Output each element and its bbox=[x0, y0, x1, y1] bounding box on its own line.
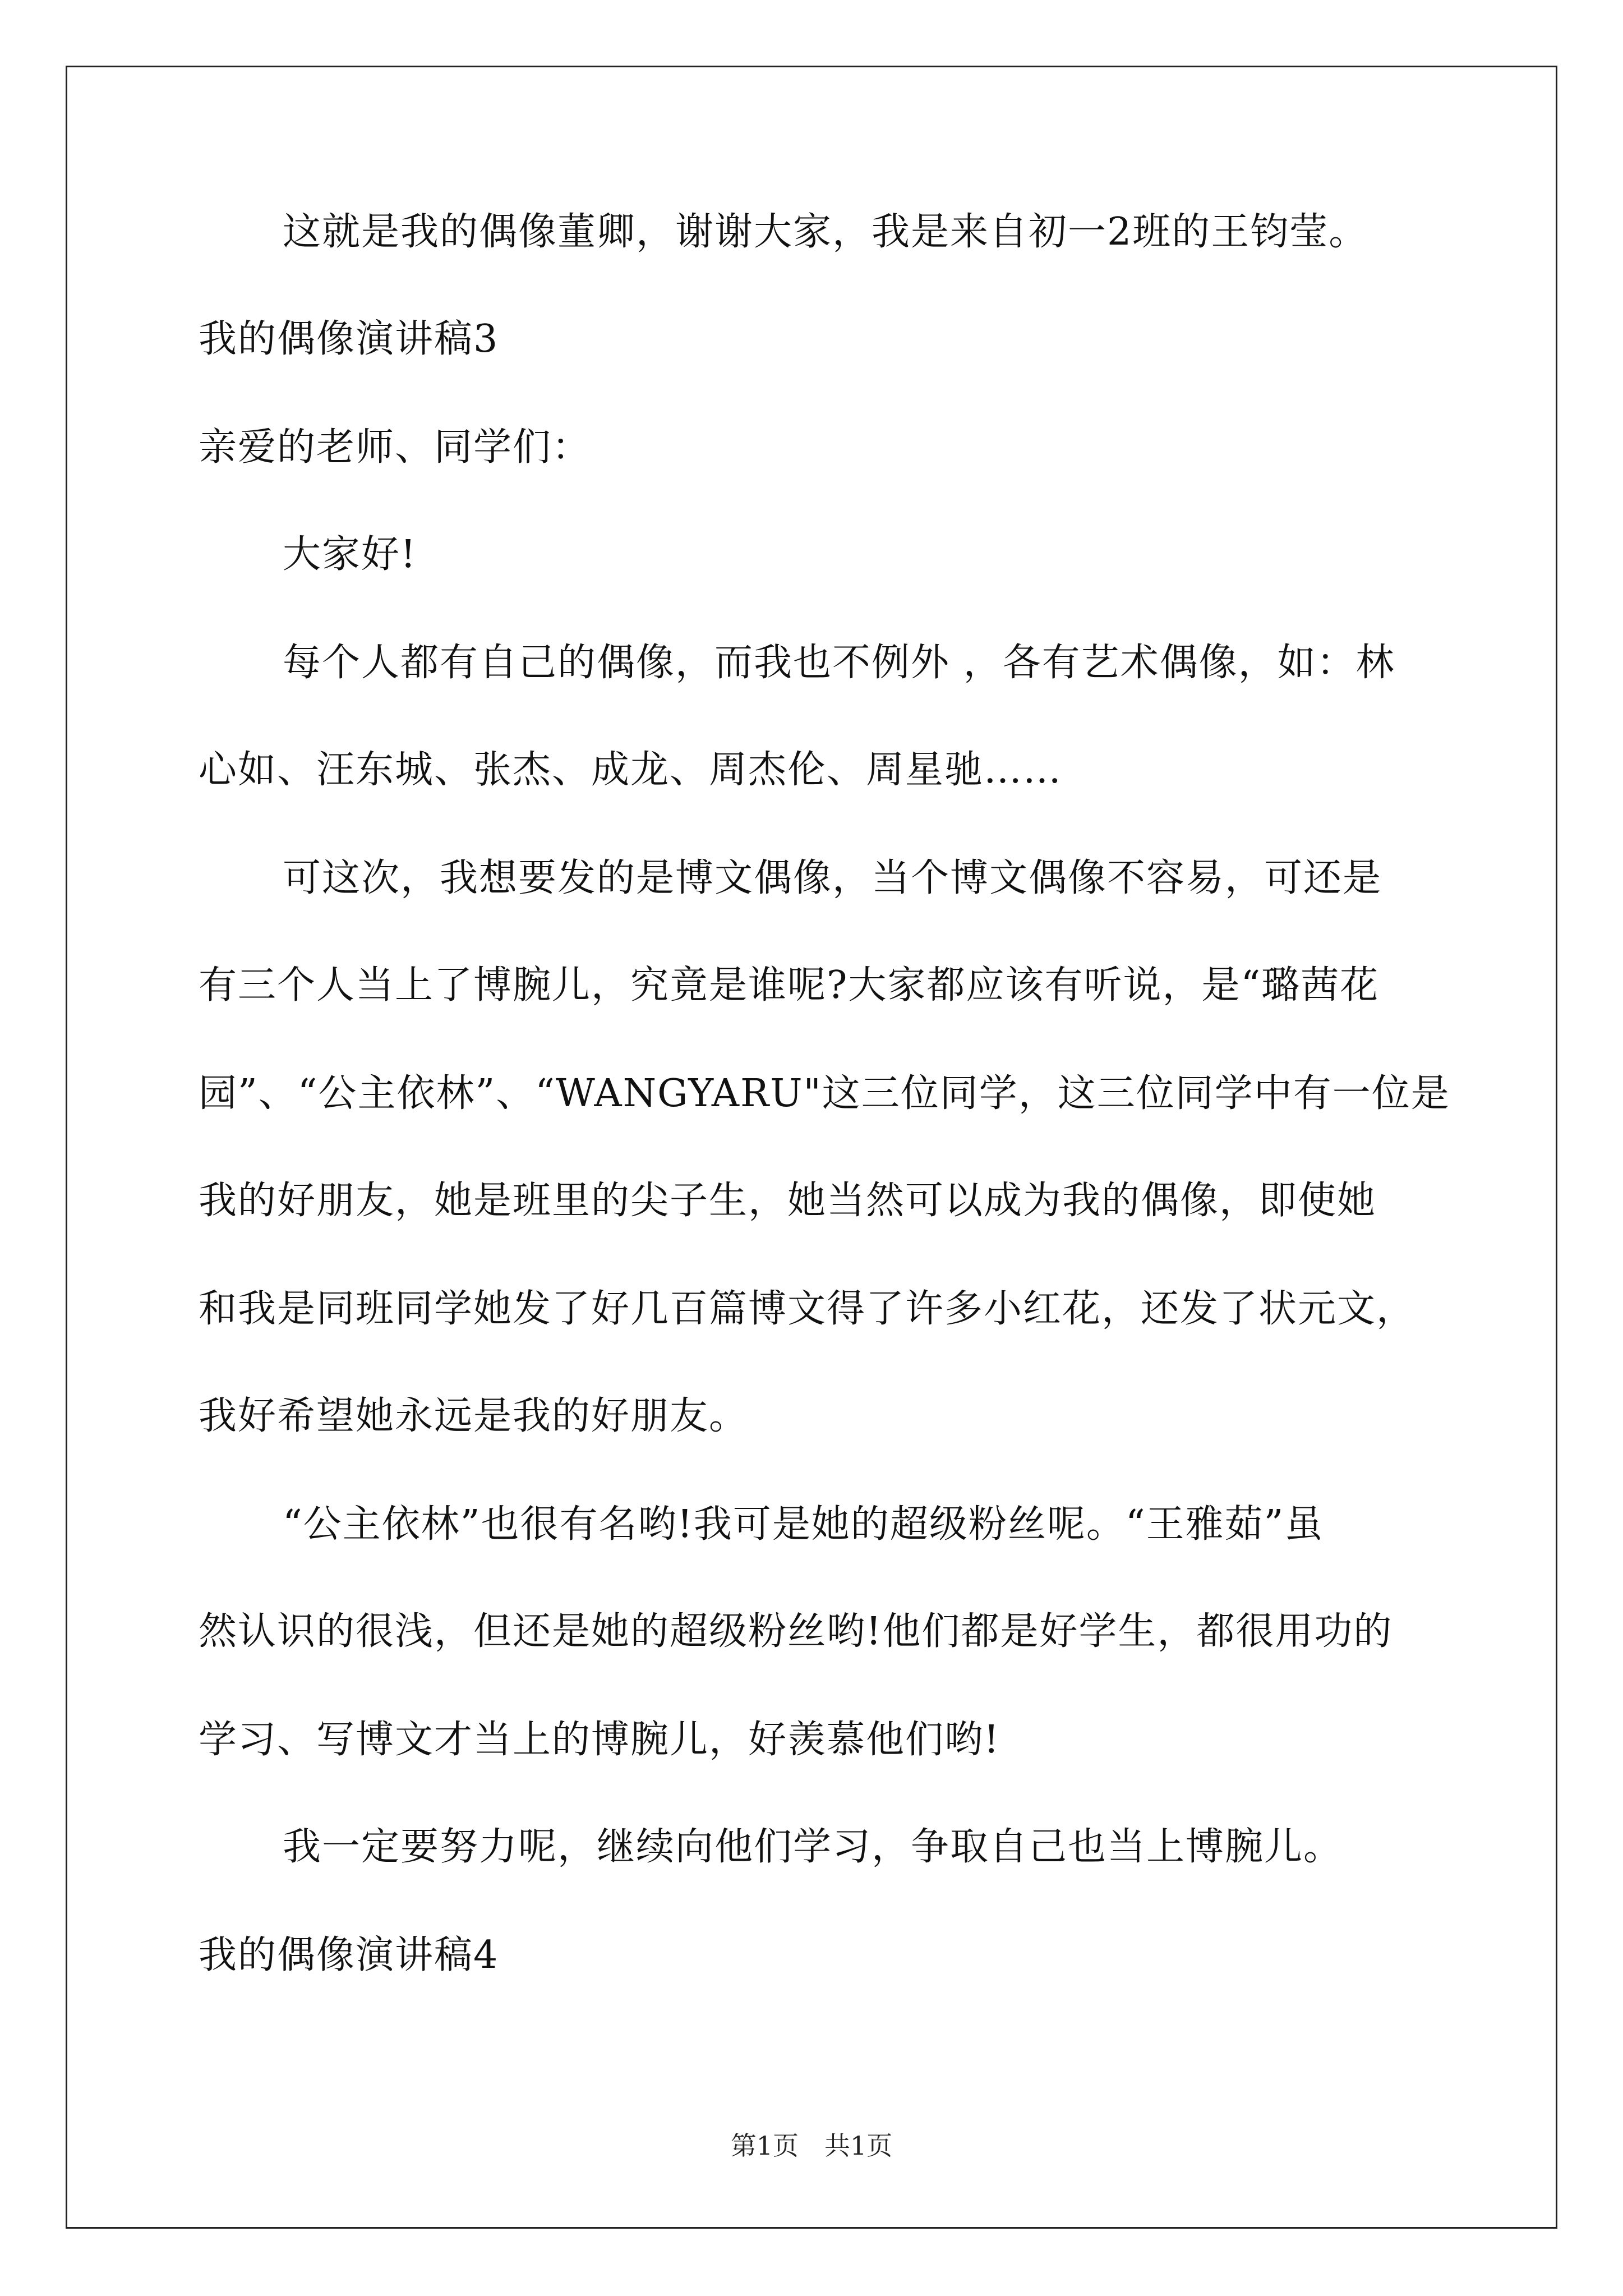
paragraph-line: 每个人都有自己的偶像，而我也不例外 ，各有艺术偶像，如：林 bbox=[283, 641, 1395, 685]
paragraph-line: “公主依林”也很有名哟!我可是她的超级粉丝呢。“王雅茹”虽 bbox=[283, 1502, 1324, 1547]
paragraph-line: 我一定要努力呢，继续向他们学习，争取自己也当上博腕儿。 bbox=[283, 1825, 1343, 1869]
paragraph-line: 这就是我的偶像董卿，谢谢大家，我是来自初一2班的王钧莹。 bbox=[283, 210, 1368, 254]
paragraph-line: 然认识的很浅，但还是她的超级粉丝哟!他们都是好学生，都很用功的 bbox=[199, 1609, 1393, 1654]
paragraph-line: 和我是同班同学她发了好几百篇博文得了许多小红花，还发了状元文， bbox=[199, 1287, 1416, 1331]
paragraph-line: 有三个人当上了博腕儿，究竟是谁呢?大家都应该有听说，是“璐茜花 bbox=[199, 963, 1380, 1007]
section-heading: 我的偶像演讲稿4 bbox=[199, 1933, 499, 1977]
document-body bbox=[199, 210, 1455, 1977]
paragraph-line: 心如、汪东城、张杰、成龙、周杰伦、周星驰…… bbox=[199, 748, 1063, 792]
greeting-line: 大家好! bbox=[283, 532, 417, 577]
page-number-footer: 第1页 共1页 bbox=[730, 2131, 893, 2161]
paragraph-line: 我的好朋友，她是班里的尖子生，她当然可以成为我的偶像，即使她 bbox=[199, 1179, 1377, 1223]
salutation-line: 亲爱的老师、同学们： bbox=[199, 425, 592, 470]
paragraph-line: 学习、写博文才当上的博腕儿，好羡慕他们哟! bbox=[199, 1718, 1000, 1762]
paragraph-line: 可这次，我想要发的是博文偶像，当个博文偶像不容易，可还是 bbox=[283, 856, 1382, 900]
section-heading: 我的偶像演讲稿3 bbox=[199, 317, 499, 361]
paragraph-line: 我好希望她永远是我的好朋友。 bbox=[199, 1394, 749, 1438]
paragraph-line: 园”、“公主依林”、“WANGYARU"这三位同学，这三位同学中有一位是 bbox=[199, 1071, 1450, 1116]
